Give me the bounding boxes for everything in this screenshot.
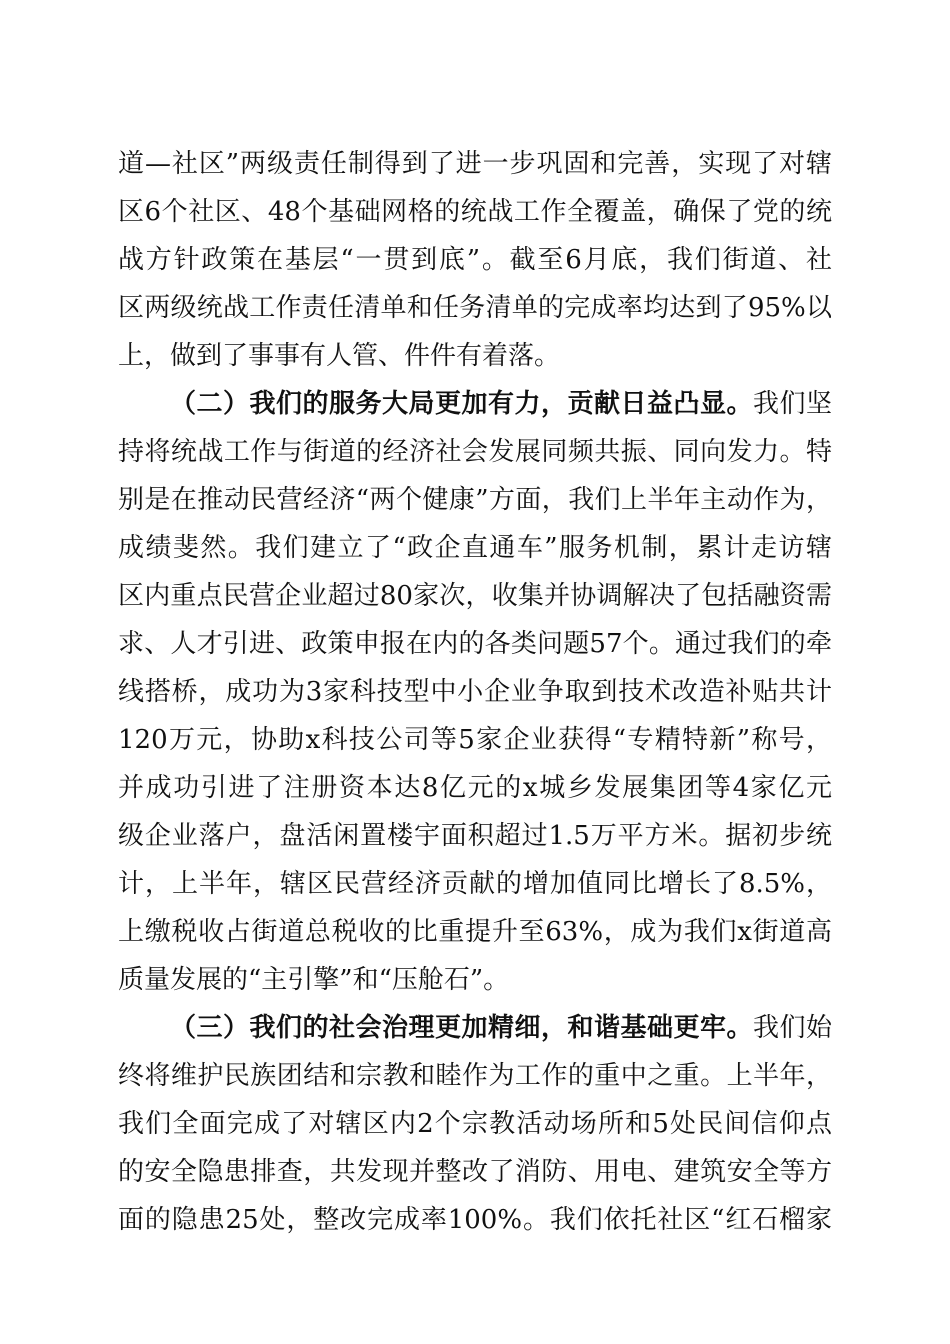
text-line: 120万元，协助x科技公司等5家企业获得“专精特新”称号， [118, 725, 832, 755]
text-line: 别是在推动民营经济“两个健康”方面，我们上半年主动作为， [118, 485, 832, 515]
text-run: 我们始 [752, 1013, 832, 1043]
paragraph-3 [118, 1004, 832, 1244]
text-line: 并成功引进了注册资本达8亿元的x城乡发展集团等4家亿元 [118, 773, 832, 803]
text-run: 我们坚 [752, 389, 832, 419]
text-line: 成绩斐然。我们建立了“政企直通车”服务机制，累计走访辖 [118, 533, 832, 563]
text-line: 持将统战工作与街道的经济社会发展同频共振、同向发力。特 [118, 437, 832, 467]
paragraph-first-line [118, 380, 832, 428]
text-line: 线搭桥，成功为3家科技型中小企业争取到技术改造补贴共计 [118, 677, 832, 707]
text-line: 计，上半年，辖区民营经济贡献的增加值同比增长了8.5%， [118, 869, 832, 899]
document-body [118, 140, 832, 1244]
text-line: 区两级统战工作责任清单和任务清单的完成率均达到了95%以 [118, 293, 832, 323]
paragraph-first-line [118, 1004, 832, 1052]
paragraph-1 [118, 140, 832, 380]
text-line: 的安全隐患排查，共发现并整改了消防、用电、建筑安全等方 [118, 1157, 832, 1187]
text-line: 级企业落户，盘活闲置楼宇面积超过1.5万平方米。据初步统 [118, 821, 832, 851]
text-line: 终将维护民族团结和宗教和睦作为工作的重中之重。上半年， [118, 1061, 832, 1091]
section-heading: （三）我们的社会治理更加精细，和谐基础更牢。 [170, 1013, 753, 1043]
text-line: 求、人才引进、政策申报在内的各类问题57个。通过我们的牵 [118, 629, 832, 659]
text-line: 道—社区”两级责任制得到了进一步巩固和完善，实现了对辖 [118, 149, 832, 179]
text-line: 我们全面完成了对辖区内2个宗教活动场所和5处民间信仰点 [118, 1109, 832, 1139]
text-line: 上，做到了事事有人管、件件有着落。 [118, 341, 561, 371]
section-heading: （二）我们的服务大局更加有力，贡献日益凸显。 [170, 389, 753, 419]
text-line: 上缴税收占街道总税收的比重提升至63%，成为我们x街道高 [118, 917, 832, 947]
paragraph-2 [118, 380, 832, 1004]
text-line: 质量发展的“主引擎”和“压舱石”。 [118, 965, 510, 995]
text-line: 区6个社区、48个基础网格的统战工作全覆盖，确保了党的统 [118, 197, 832, 227]
text-line: 区内重点民营企业超过80家次，收集并协调解决了包括融资需 [118, 581, 832, 611]
text-line: 战方针政策在基层“一贯到底”。截至6月底，我们街道、社 [118, 245, 832, 275]
text-line: 面的隐患25处，整改完成率100%。我们依托社区“红石榴家 [118, 1205, 832, 1235]
